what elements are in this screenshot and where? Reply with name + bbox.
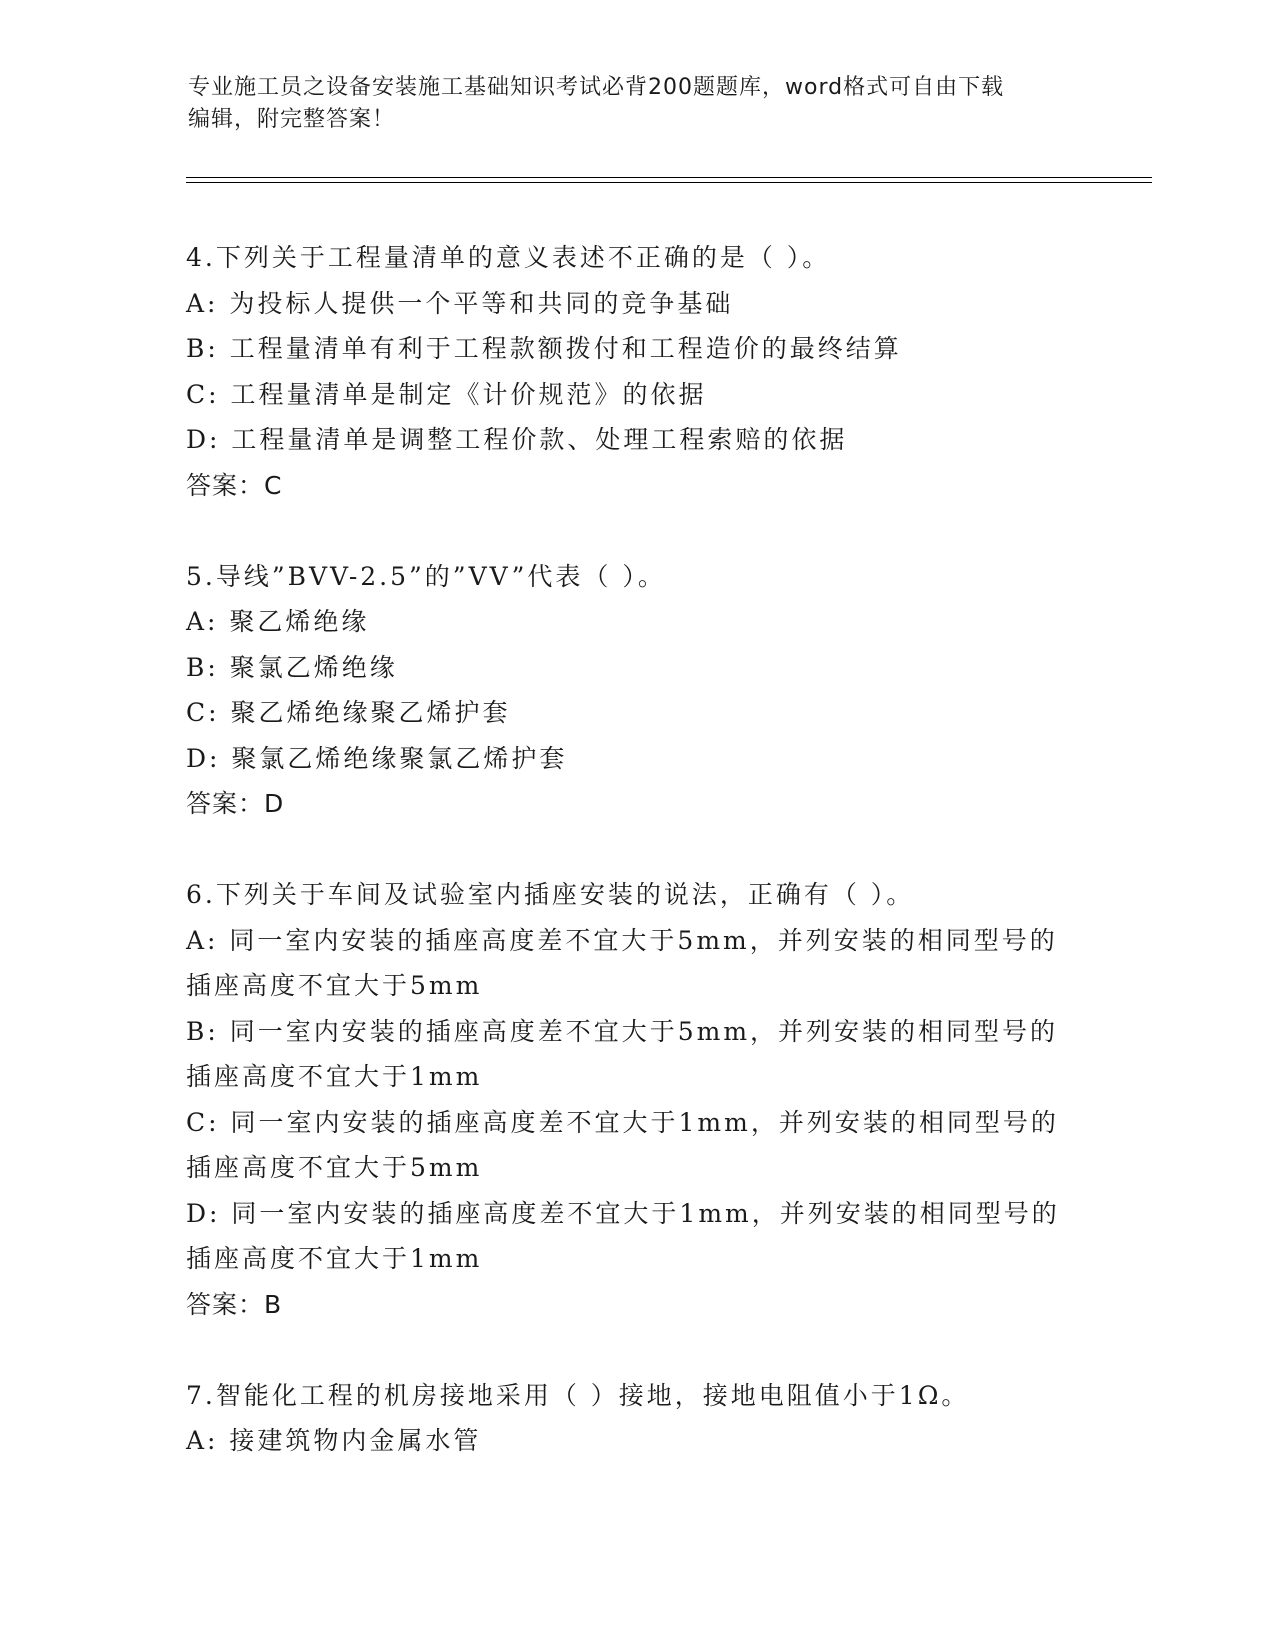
question-list bbox=[186, 235, 1086, 1464]
option-b: B: 聚氯乙烯绝缘 bbox=[186, 652, 398, 682]
question-spacer bbox=[186, 827, 1086, 873]
option-a: A: 聚乙烯绝缘 bbox=[186, 607, 370, 636]
option-b-continued: 插座高度不宜大于1mm bbox=[186, 1062, 483, 1091]
question-stem: 4.下列关于工程量清单的意义表述不正确的是（ ）。 bbox=[186, 243, 831, 272]
answer: 答案：D bbox=[186, 789, 285, 818]
header-divider-bottom bbox=[186, 182, 1152, 183]
option-b: B: 工程量清单有利于工程款额拨付和工程造价的最终结算 bbox=[186, 334, 902, 363]
option-c: C: 同一室内安装的插座高度差不宜大于1mm，并列安装的相同型号的 bbox=[186, 1107, 1059, 1137]
option-d: D: 聚氯乙烯绝缘聚氯乙烯护套 bbox=[186, 743, 568, 773]
question-stem: 7.智能化工程的机房接地采用（ ）接地，接地电阻值小于1Ω。 bbox=[186, 1380, 970, 1410]
question-spacer bbox=[186, 1327, 1086, 1373]
option-d-continued: 插座高度不宜大于1mm bbox=[186, 1244, 483, 1273]
header-line-2: 编辑，附完整答案！ bbox=[188, 107, 396, 132]
document-header bbox=[188, 72, 1068, 136]
question-5 bbox=[186, 554, 1086, 827]
question-stem: 5.导线”BVV-2.5”的”VV”代表（ ）。 bbox=[186, 561, 666, 591]
option-a-continued: 插座高度不宜大于5mm bbox=[186, 971, 483, 1000]
option-c: C: 聚乙烯绝缘聚乙烯护套 bbox=[186, 698, 511, 727]
question-stem: 6.下列关于车间及试验室内插座安装的说法，正确有（ ）。 bbox=[186, 880, 915, 909]
question-spacer bbox=[186, 508, 1086, 554]
question-6 bbox=[186, 872, 1086, 1327]
option-a: A: 同一室内安装的插座高度差不宜大于5mm，并列安装的相同型号的 bbox=[186, 925, 1058, 955]
option-b: B: 同一室内安装的插座高度差不宜大于5mm，并列安装的相同型号的 bbox=[186, 1016, 1059, 1046]
option-d: D: 工程量清单是调整工程价款、处理工程索赔的依据 bbox=[186, 425, 848, 454]
option-a: A: 接建筑物内金属水管 bbox=[186, 1426, 482, 1455]
answer: 答案：C bbox=[186, 470, 283, 500]
header-divider-top bbox=[186, 177, 1152, 178]
option-c-continued: 插座高度不宜大于5mm bbox=[186, 1153, 483, 1182]
option-a: A: 为投标人提供一个平等和共同的竞争基础 bbox=[186, 288, 734, 318]
answer: 答案：B bbox=[186, 1289, 283, 1319]
question-7 bbox=[186, 1373, 1086, 1464]
option-c: C: 工程量清单是制定《计价规范》的依据 bbox=[186, 379, 707, 409]
question-4 bbox=[186, 235, 1086, 508]
option-d: D: 同一室内安装的插座高度差不宜大于1mm，并列安装的相同型号的 bbox=[186, 1198, 1060, 1228]
header-line-1: 专业施工员之设备安装施工基础知识考试必背200题题库，word格式可自由下载 bbox=[188, 75, 1005, 100]
